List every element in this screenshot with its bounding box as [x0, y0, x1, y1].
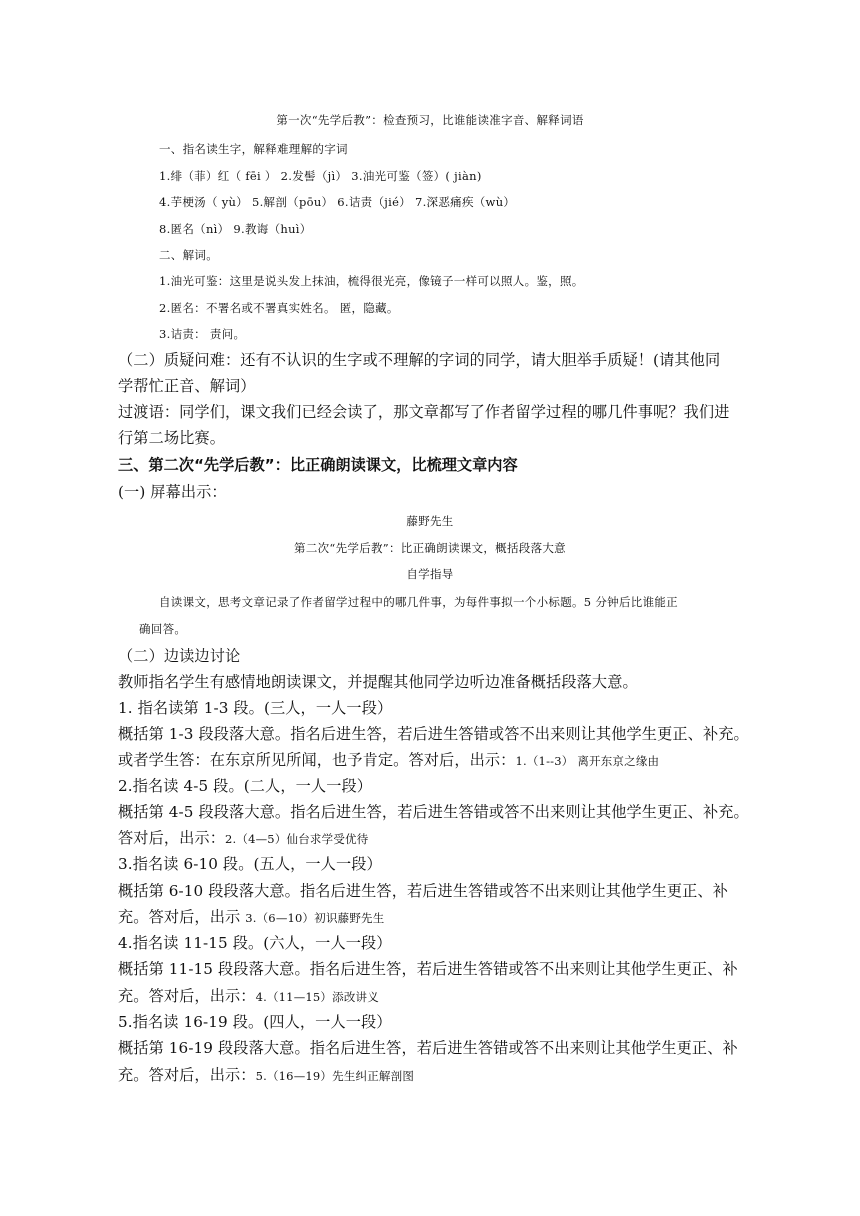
- paragraph-4-summary: 概括第 11-15 段段落大意。指名后进生答，若后进生答错或答不出来则让其他学生更正、补: [118, 960, 738, 978]
- read-discuss-heading: （二）边读边讨论: [118, 647, 241, 665]
- word-definition-3: 3.诘责： 责问。: [159, 327, 246, 341]
- answer-text: 充。答对后，出示: [118, 908, 246, 926]
- paragraph-5-read: 5.指名读 16-19 段。(四人，一人一段）: [118, 1013, 392, 1031]
- answer-text: 充。答对后，出示：: [118, 987, 256, 1005]
- slide-guide-text-line-1: 自读课文，思考文章记录了作者留学过程中的哪几件事，为每件事拟一个小标题。5 分钟后比谁能正: [159, 595, 678, 609]
- paragraph-1-summary: 概括第 1-3 段段落大意。指名后进生答，若后进生答错或答不出来则让其他学生更正、补充。: [118, 725, 749, 743]
- answer-display: 3.（6—10）初识藤野先生: [245, 911, 385, 925]
- paragraph-2-read: 2.指名读 4-5 段。(二人，一人一段）: [118, 777, 373, 795]
- slide-guide-heading: 自学指导: [406, 567, 454, 581]
- question-paragraph-line-1: （二）质疑问难：还有不认识的生字或不理解的字词的同学，请大胆举手质疑！(请其他同: [118, 351, 721, 369]
- chars-row-1: 1.绯（菲）红（ fēi ） 2.发髻（jì） 3.油光可鉴（签）( jiàn): [159, 169, 482, 183]
- transition-line-1: 过渡语：同学们，课文我们已经会读了，那文章都写了作者留学过程的哪几件事呢？我们进: [118, 403, 730, 421]
- answer-display: 2.（4—5）仙台求学受优待: [225, 832, 369, 846]
- word-definition-2: 2.匿名：不署名或不署真实姓名。 匿，隐藏。: [159, 301, 399, 315]
- section1-subheading-words: 二、解词。: [159, 248, 218, 262]
- paragraph-5-answer: [118, 1064, 414, 1085]
- question-paragraph-line-2: 学帮忙正音、解词）: [118, 377, 256, 395]
- paragraph-2-summary: 概括第 4-5 段段落大意。指名后进生答，若后进生答错或答不出来则让其他学生更正、补充。: [118, 803, 749, 821]
- answer-display: 5.（16—19）先生纠正解剖图: [255, 1069, 415, 1083]
- slide-title: 藤野先生: [406, 514, 454, 528]
- section3-heading: 三、第二次“先学后教”：比正确朗读课文，比梳理文章内容: [118, 456, 518, 474]
- transition-line-2: 行第二场比赛。: [118, 429, 226, 447]
- answer-text: 充。答对后，出示：: [118, 1066, 256, 1084]
- slide-subtitle: 第二次“先学后教”：比正确朗读课文，概括段落大意: [294, 541, 566, 555]
- paragraph-3-read: 3.指名读 6-10 段。(五人，一人一段）: [118, 855, 382, 873]
- teacher-instruction: 教师指名学生有感情地朗读课文，并提醒其他同学边听边准备概括段落大意。: [118, 673, 638, 691]
- screen-display-label: (一) 屏幕出示：: [118, 483, 227, 501]
- paragraph-1-read: 1. 指名读第 1-3 段。(三人，一人一段）: [118, 699, 393, 717]
- paragraph-3-summary: 概括第 6-10 段段落大意。指名后进生答，若后进生答错或答不出来则让其他学生更正、补: [118, 882, 729, 900]
- chars-row-3: 8.匿名（nì） 9.教诲（huì）: [159, 222, 312, 236]
- paragraph-4-read: 4.指名读 11-15 段。(六人，一人一段）: [118, 934, 392, 952]
- paragraph-5-summary: 概括第 16-19 段段落大意。指名后进生答，若后进生答错或答不出来则让其他学生更正、补: [118, 1039, 738, 1057]
- paragraph-3-answer: [118, 906, 384, 927]
- section1-subheading-chars: 一、指名读生字，解释难理解的字词: [159, 142, 348, 156]
- word-definition-1: 1.油光可鉴：这里是说头发上抹油，梳得很光亮，像镜子一样可以照人。鉴，照。: [159, 274, 584, 288]
- answer-text: 或者学生答：在东京所见所闻，也予肯定。答对后，出示：: [118, 751, 516, 769]
- section1-title: 第一次“先学后教”：检查预习，比谁能读准字音、解释词语: [276, 113, 584, 127]
- answer-display: 1.（1--3） 离开东京之缘由: [515, 754, 660, 768]
- chars-row-2: 4.芋梗汤（ yù） 5.解剖（pōu） 6.诘责（jié） 7.深恶痛疾（wù）: [159, 195, 516, 209]
- answer-text: 答对后，出示：: [118, 829, 226, 847]
- paragraph-2-answer: [118, 827, 368, 848]
- answer-display: 4.（11—15）添改讲义: [255, 990, 379, 1004]
- paragraph-1-answer: [118, 749, 659, 770]
- slide-guide-text-line-2: 确回答。: [139, 622, 187, 636]
- paragraph-4-answer: [118, 985, 379, 1006]
